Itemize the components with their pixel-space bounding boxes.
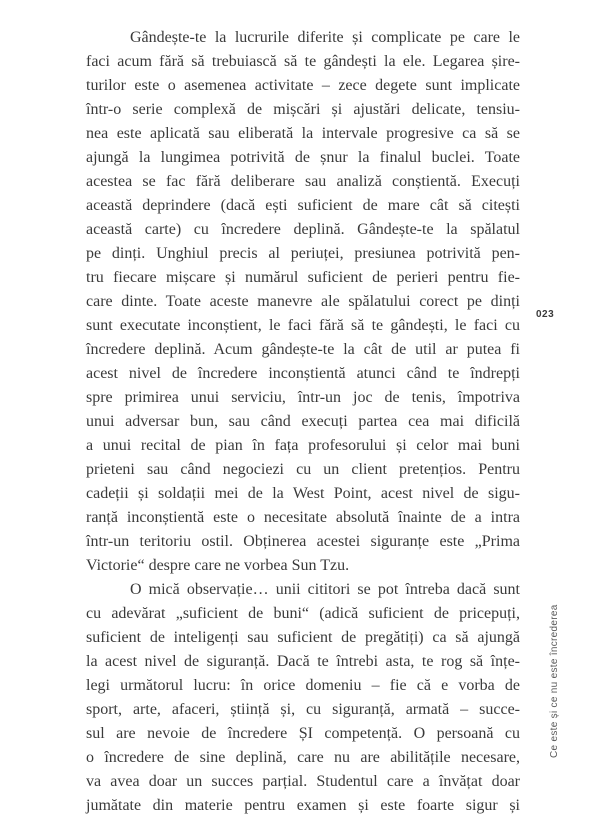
text-line: a unui recital de pian în fața profesorului și celor mai buni <box>86 437 520 454</box>
text-line: ajungă la lungimea potrivită de șnur la finalul buclei. Toate <box>86 149 520 166</box>
text-line: într-o serie complexă de mișcări și ajustări delicate, tensiu- <box>86 101 520 118</box>
text-line: această carte) cu încredere deplină. Gândește-te la spălatul <box>86 221 520 238</box>
text-line: suficient de inteligenți sau suficient de pregătiți) ca să ajungă <box>86 629 520 646</box>
text-line: unui adversar bun, sau când execuți partea cea mai dificilă <box>86 413 520 430</box>
text-line: jumătate din materie pentru examen și este foarte sigur și <box>86 797 520 814</box>
text-line: sul are nevoie de încredere ȘI competență. O persoană cu <box>86 725 520 742</box>
text-line: O mică observație… unii cititori se pot întreba dacă sunt <box>130 581 520 598</box>
text-line: acestea se fac fără deliberare sau analiză conștientă. Execuți <box>86 173 520 190</box>
text-line: această deprindere (dacă ești suficient de mare cât să citești <box>86 197 520 214</box>
text-line: Gândește-te la lucrurile diferite și complicate pe care le <box>130 29 520 46</box>
text-line: într-un teritoriu ostil. Obținerea acestei siguranțe este „Prima <box>86 533 520 550</box>
text-line: încredere deplină. Acum gândește-te la cât de util ar putea fi <box>86 341 520 358</box>
text-line: pe dinți. Unghiul precis al periuței, presiunea potrivită pen- <box>86 245 520 262</box>
text-line: nea este aplicată sau eliberată la intervale progresive ca să se <box>86 125 520 142</box>
text-line: la acest nivel de siguranță. Dacă te întrebi asta, te rog să înțe- <box>86 653 520 670</box>
text-line: cu adevărat „suficient de buni“ (adică suficient de pricepuți, <box>86 605 520 622</box>
text-line: spre primirea unui serviciu, într-un joc de tenis, împotriva <box>86 389 520 406</box>
text-line: sunt executate inconștient, le faci fără să te gândești, le faci cu <box>86 317 520 334</box>
text-line: care dinte. Toate aceste manevre ale spălatului corect pe dinți <box>86 293 520 310</box>
running-title: Ce este și ce nu este încrederea <box>549 604 560 758</box>
text-line: prieteni sau când negociezi cu un client pretențios. Pentru <box>86 461 520 478</box>
text-line: ranță inconștientă este o necesitate absolută înainte de a intra <box>86 509 520 526</box>
text-line: va avea doar un succes parțial. Studentul care a învățat doar <box>86 773 520 790</box>
text-line: tru fiecare mișcare și numărul suficient de perieri pentru fie- <box>86 269 520 286</box>
body-text <box>86 26 520 818</box>
text-line: sport, arte, afaceri, știință și, cu siguranță, armată – succe- <box>86 701 520 718</box>
page-number: 023 <box>536 309 555 320</box>
text-line: faci acum fără să trebuiască să te gândești la ele. Legarea șire- <box>86 53 520 70</box>
text-line: cadeții și soldații mei de la West Point, acest nivel de sigu- <box>86 485 520 502</box>
text-line: turilor este o asemenea activitate – zece degete sunt implicate <box>86 77 520 94</box>
text-line: Victorie“ despre care ne vorbea Sun Tzu. <box>86 557 350 574</box>
text-line: o încredere de sine deplină, care nu are abilitățile necesare, <box>86 749 520 766</box>
text-line: acest nivel de încredere inconștientă atunci când te îndrepți <box>86 365 520 382</box>
text-line: legi următorul lucru: în orice domeniu – fie că e vorba de <box>86 677 520 694</box>
